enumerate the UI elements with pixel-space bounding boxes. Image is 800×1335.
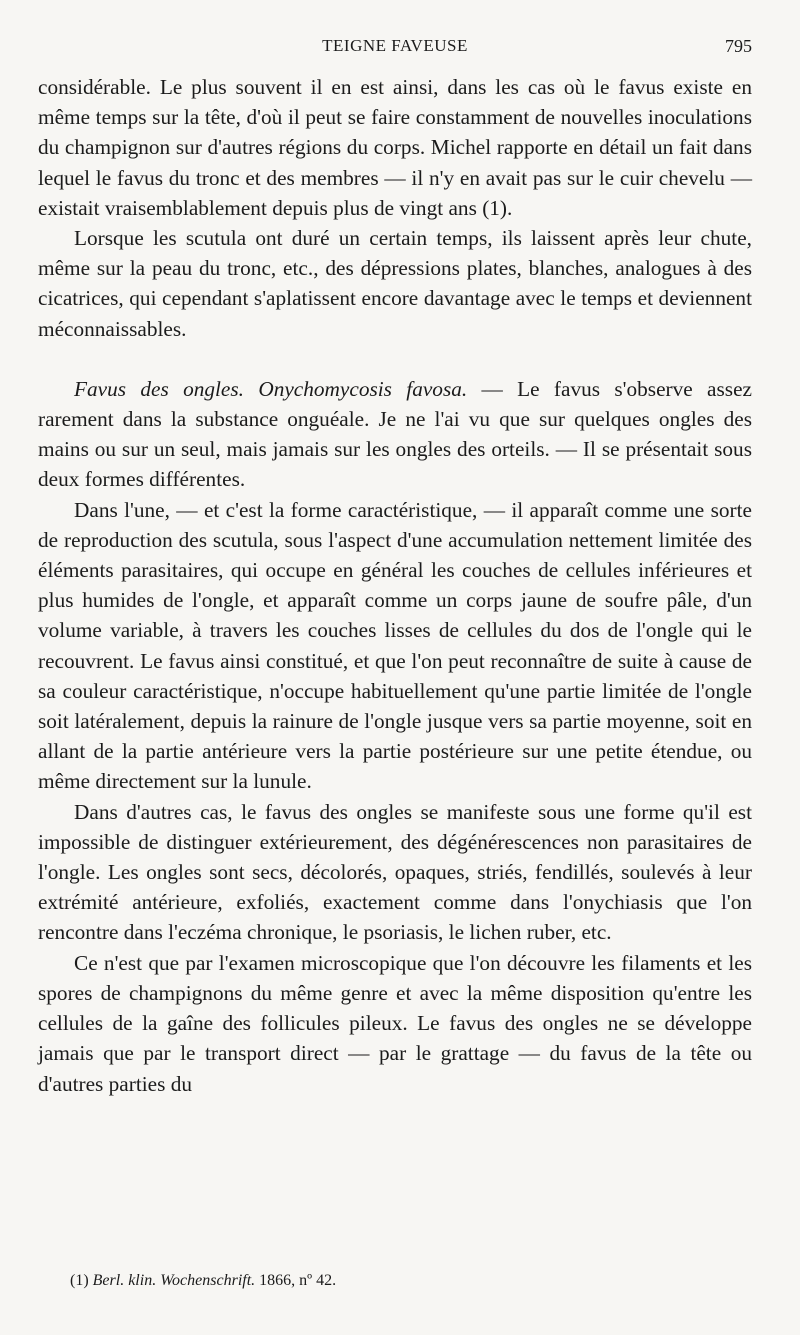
page-number: 795 (725, 36, 752, 56)
running-title: TEIGNE FAVEUSE (322, 36, 468, 55)
paragraph-autres-cas: Dans d'autres cas, le favus des ongles se manifeste sous une forme qu'il est impossible de distinguer extérieurement, des dégénérescences non parasitaires de l'ongle. Les ongles sont secs, décolorés, opaques, striés, fendillés, soulevés à leur extrémité antérieure, exfoliés, exactement comme dans l'onychiasis que l'on rencontre dans l'eczéma chronique, le psoriasis, le lichen ruber, etc. (38, 799, 752, 945)
running-head (38, 30, 752, 58)
body-text (38, 72, 752, 1099)
paragraph-favus-des-ongles (38, 374, 752, 495)
section-text: — Le favus s'observe assez rarement dans la substance onguéale. Je ne l'ai vu que sur quelques ongles des mains ou sur un seul, mais jamais sur les ongles des orteils. — Il se présentait sous deux formes différentes. (38, 376, 752, 492)
section-heading: Favus des ongles. Onychomycosis favosa. (74, 376, 468, 401)
footnote-source: Berl. klin. Wochenschrift. (92, 1272, 256, 1289)
paragraph-forme-caracteristique: Dans l'une, — et c'est la forme caractéristique, — il apparaît comme une sorte de reproduction des scutula, sous l'aspect d'une accumulation nettement limitée des éléments parasitaires, qui occupe en général les couches de cellules inférieures et plus humides de l'ongle, et apparaît comme un corps jaune de soufre pâle, d'un volume variable, à travers les couches lisses de cellules du dos de l'ongle qui le recouvrent. Le favus ainsi constitué, et que l'on peut reconnaître de suite à cause de sa couleur caractéristique, n'occupe habituellement qu'une partie limitée de l'ongle soit latéralement, depuis la rainure de l'ongle jusque vers sa partie moyenne, soit en allant de la partie antérieure vers la partie postérieure sur une petite étendue, ou même directement sur la lunule. (38, 497, 752, 794)
footnote-details: 1866, nº 42. (259, 1272, 337, 1289)
footnote (70, 1272, 336, 1290)
paragraph-examen-microscopique: Ce n'est que par l'examen microscopique que l'on découvre les filaments et les spores de champignons du même genre et avec la même disposition qu'entre les cellules de la gaîne des follicules pileux. Le favus des ongles ne se développe jamais que par le transport direct — par le grattage — du favus de la tête ou d'autres parties du (38, 950, 752, 1096)
paragraph-scutula: Lorsque les scutula ont duré un certain temps, ils laissent après leur chute, même sur la peau du tronc, etc., des dépressions plates, blanches, analogues à des cicatrices, qui cependant s'aplatissent encore davantage avec le temps et deviennent méconnaissables. (38, 226, 752, 341)
paragraph-continuation: considérable. Le plus souvent il en est ainsi, dans les cas où le favus existe en même temps sur la tête, d'où il peut se faire constamment de nouvelles inoculations du champignon sur d'autres régions du corps. Michel rapporte en détail un fait dans lequel le favus du tronc et des membres — il n'y en avait pas sur le cuir chevelu — existait vraisemblablement depuis plus de vingt ans (1). (38, 75, 752, 220)
footnote-marker: (1) (70, 1272, 89, 1289)
